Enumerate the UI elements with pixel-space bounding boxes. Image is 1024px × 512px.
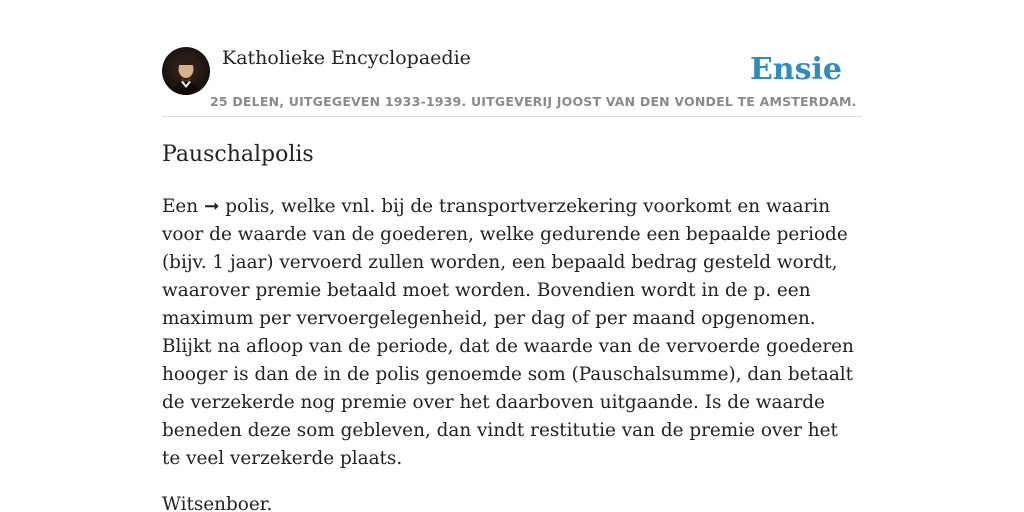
page-title: Pauschalpolis bbox=[162, 142, 314, 167]
body-lead-text: Een bbox=[162, 196, 204, 217]
book-title[interactable]: Katholieke Encyclopaedie bbox=[222, 47, 471, 69]
portrait-icon[interactable] bbox=[162, 47, 210, 95]
book-subtitle: 25 DELEN, UITGEGEVEN 1933-1939. UITGEVERIJ JOOST VAN DEN VONDEL TE AMSTERDAM. bbox=[210, 94, 857, 109]
body-main-text: polis, welke vnl. bij de transportverzekering voorkomt en waarin voor de waarde van de goederen, welke gedurende een bepaalde periode (bijv. 1 jaar) vervoerd zullen worden, een bepaald bedrag gesteld wordt, waarover premie betaald moet worden. Bovendien wordt in de p. een maximum per vervoergelegenheid, per dag of per maand opgenomen. Blijkt na afloop van de periode, dat de waarde van de vervoerde goederen hooger is dan de in de polis genoemde som (Pauschalsumme), dan betaalt de verzekerde nog premie over het daarboven uitgaande. Is de waarde beneden deze som gebleven, dan vindt restitutie van de premie over het te veel verzekerde plaats. bbox=[162, 196, 854, 469]
article-body bbox=[162, 193, 862, 473]
header bbox=[162, 44, 862, 117]
article bbox=[162, 140, 862, 512]
article-author: Witsenboer. bbox=[162, 494, 273, 512]
arrow-right-icon: ➞ bbox=[204, 196, 220, 217]
ensie-logo-link[interactable]: Ensie bbox=[749, 52, 842, 87]
polis-reference-link[interactable] bbox=[204, 196, 219, 217]
